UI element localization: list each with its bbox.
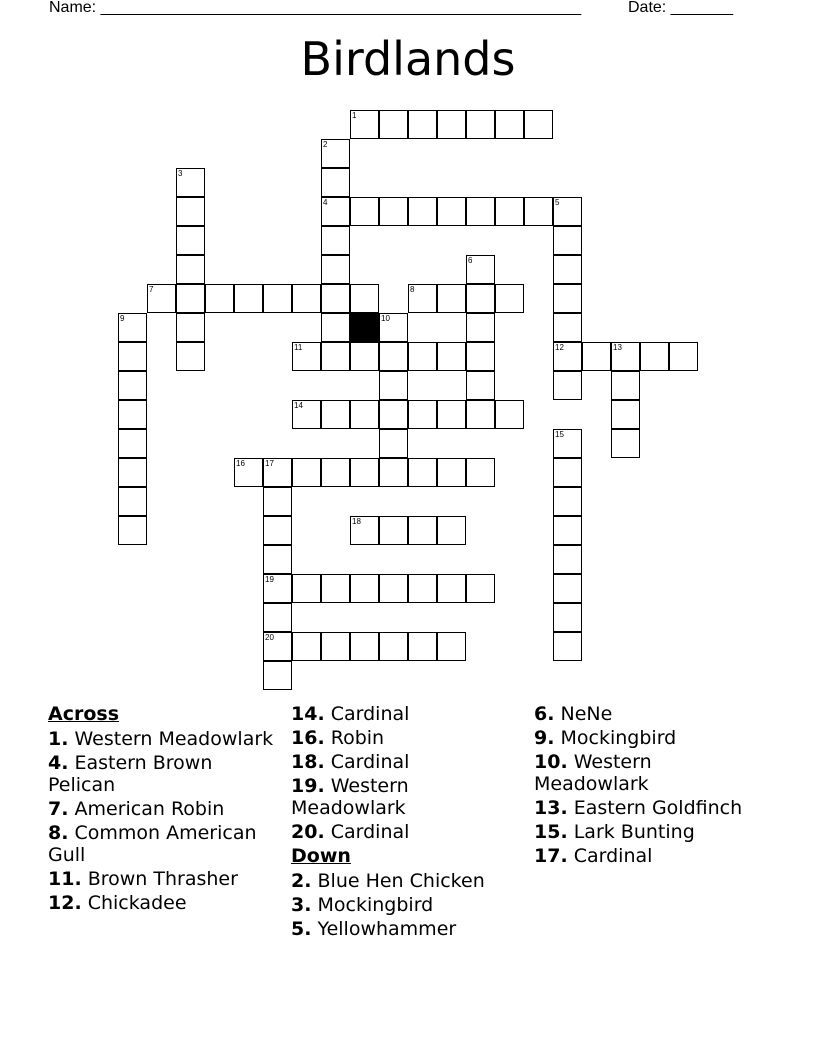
- grid-cell[interactable]: [350, 342, 379, 371]
- grid-cell[interactable]: [495, 197, 524, 226]
- grid-cell[interactable]: [292, 342, 321, 371]
- grid-cell[interactable]: [263, 284, 292, 313]
- grid-cell[interactable]: [553, 487, 582, 516]
- grid-cell[interactable]: [263, 632, 292, 661]
- date-field-label: Date: _______: [628, 0, 733, 16]
- grid-cell[interactable]: [437, 342, 466, 371]
- grid-cell[interactable]: [379, 342, 408, 371]
- clue-text: Mockingbird: [560, 727, 677, 749]
- grid-cell[interactable]: [263, 487, 292, 516]
- grid-cell[interactable]: [350, 284, 379, 313]
- down-clue-list: [291, 870, 526, 940]
- clue-text: Robin: [330, 727, 385, 749]
- grid-cell[interactable]: [379, 632, 408, 661]
- clue-number-label: 12.: [48, 892, 82, 914]
- grid-cell[interactable]: [379, 371, 408, 400]
- grid-cell[interactable]: [611, 371, 640, 400]
- grid-cell[interactable]: [466, 400, 495, 429]
- clue-number: 16: [236, 459, 245, 468]
- grid-cell[interactable]: [408, 342, 437, 371]
- grid-cell[interactable]: [263, 458, 292, 487]
- grid-cell[interactable]: [553, 197, 582, 226]
- clue-text: Yellowhammer: [317, 918, 457, 940]
- grid-cell[interactable]: [350, 516, 379, 545]
- grid-cell[interactable]: [292, 458, 321, 487]
- grid-cell[interactable]: [408, 458, 437, 487]
- grid-cell[interactable]: [466, 371, 495, 400]
- grid-cell[interactable]: [292, 632, 321, 661]
- grid-cell[interactable]: [321, 284, 350, 313]
- grid-cell[interactable]: [263, 545, 292, 574]
- clue-column-3: [534, 703, 769, 869]
- clue-text: Mockingbird: [317, 894, 434, 916]
- grid-cell[interactable]: [553, 342, 582, 371]
- clue-text: Lark Bunting: [573, 821, 695, 843]
- grid-cell[interactable]: [379, 574, 408, 603]
- grid-cell[interactable]: [379, 429, 408, 458]
- grid-cell[interactable]: [118, 516, 147, 545]
- clue-text: Western Meadowlark: [291, 775, 409, 819]
- clue-number-label: 8.: [48, 822, 69, 844]
- name-field-label: Name: ______________________________________________________: [49, 0, 582, 16]
- grid-cell[interactable]: [321, 197, 350, 226]
- grid-cell[interactable]: [524, 197, 553, 226]
- clue-column-1: [48, 703, 283, 916]
- clue-number: 19: [265, 575, 274, 584]
- clue-number: 1: [352, 111, 357, 120]
- grid-cell[interactable]: [437, 632, 466, 661]
- clue-item: [291, 727, 526, 749]
- grid-cell[interactable]: [321, 168, 350, 197]
- grid-cell[interactable]: [379, 458, 408, 487]
- clue-item: [534, 703, 769, 725]
- clue-item: [534, 727, 769, 749]
- grid-cell[interactable]: [176, 342, 205, 371]
- clue-number: 5: [555, 198, 560, 207]
- grid-cell[interactable]: [466, 197, 495, 226]
- clue-number: 6: [468, 256, 473, 265]
- grid-cell[interactable]: [379, 197, 408, 226]
- clue-item: [291, 703, 526, 725]
- clue-number-label: 10.: [534, 751, 568, 773]
- grid-cell[interactable]: [524, 110, 553, 139]
- clue-text: Cardinal: [330, 821, 410, 843]
- grid-cell[interactable]: [350, 400, 379, 429]
- grid-cell[interactable]: [263, 516, 292, 545]
- grid-cell[interactable]: [640, 342, 669, 371]
- grid-cell[interactable]: [118, 487, 147, 516]
- grid-cell[interactable]: [379, 110, 408, 139]
- clue-number-label: 5.: [291, 918, 312, 940]
- grid-cell[interactable]: [350, 197, 379, 226]
- clue-item: [534, 821, 769, 843]
- grid-cell[interactable]: [408, 284, 437, 313]
- grid-cell[interactable]: [437, 197, 466, 226]
- grid-cell[interactable]: [118, 429, 147, 458]
- grid-cell[interactable]: [611, 429, 640, 458]
- clue-number: 17: [265, 459, 274, 468]
- clue-number-label: 14.: [291, 703, 325, 725]
- clue-number-label: 13.: [534, 797, 568, 819]
- clue-text: Cardinal: [330, 703, 410, 725]
- grid-cell[interactable]: [408, 110, 437, 139]
- clue-text: Cardinal: [573, 845, 653, 867]
- clue-column-2: [291, 703, 526, 942]
- grid-cell[interactable]: [466, 313, 495, 342]
- clue-number: 15: [555, 430, 564, 439]
- grid-cell[interactable]: [553, 284, 582, 313]
- grid-cell[interactable]: [118, 342, 147, 371]
- grid-cell[interactable]: [234, 284, 263, 313]
- grid-cell[interactable]: [553, 545, 582, 574]
- grid-cell[interactable]: [321, 458, 350, 487]
- clue-number-label: 20.: [291, 821, 325, 843]
- grid-cell[interactable]: [205, 284, 234, 313]
- grid-cell[interactable]: [118, 371, 147, 400]
- grid-cell[interactable]: [437, 284, 466, 313]
- grid-cell[interactable]: [553, 632, 582, 661]
- grid-cell[interactable]: [553, 371, 582, 400]
- clue-text: Western Meadowlark: [534, 751, 652, 795]
- grid-cell[interactable]: [379, 400, 408, 429]
- clue-number-label: 18.: [291, 751, 325, 773]
- clue-number-label: 1.: [48, 728, 69, 750]
- grid-cell[interactable]: [176, 313, 205, 342]
- across-clue-list-continued: [291, 703, 526, 843]
- grid-cell[interactable]: [350, 632, 379, 661]
- grid-cell[interactable]: [234, 458, 263, 487]
- clue-number: 13: [613, 343, 622, 352]
- grid-cell[interactable]: [118, 313, 147, 342]
- grid-cell[interactable]: [379, 313, 408, 342]
- clue-text: Chickadee: [87, 892, 187, 914]
- grid-cell[interactable]: [553, 458, 582, 487]
- clue-number: 3: [178, 169, 183, 178]
- grid-cell[interactable]: [466, 255, 495, 284]
- grid-cell[interactable]: [466, 458, 495, 487]
- grid-cell[interactable]: [350, 574, 379, 603]
- clue-number: 12: [555, 343, 564, 352]
- grid-cell[interactable]: [292, 400, 321, 429]
- clue-text: Cardinal: [330, 751, 410, 773]
- grid-cell[interactable]: [611, 342, 640, 371]
- clue-item: [291, 894, 526, 916]
- grid-cell[interactable]: [437, 516, 466, 545]
- clue-number-label: 3.: [291, 894, 312, 916]
- clue-number-label: 15.: [534, 821, 568, 843]
- clue-number-label: 17.: [534, 845, 568, 867]
- clue-item: [48, 822, 283, 866]
- down-clue-list-continued: [534, 703, 769, 867]
- grid-cell[interactable]: [321, 255, 350, 284]
- clue-text: Eastern Goldfinch: [573, 797, 743, 819]
- clue-item: [48, 868, 283, 890]
- grid-cell[interactable]: [408, 197, 437, 226]
- clue-number-label: 9.: [534, 727, 555, 749]
- clue-text: Common American Gull: [48, 822, 257, 866]
- grid-cell[interactable]: [321, 313, 350, 342]
- grid-cell[interactable]: [466, 574, 495, 603]
- across-clue-list: [48, 728, 283, 914]
- clue-item: [48, 892, 283, 914]
- grid-cell[interactable]: [437, 574, 466, 603]
- clue-item: [534, 845, 769, 867]
- grid-cell[interactable]: [611, 400, 640, 429]
- grid-cell[interactable]: [350, 110, 379, 139]
- grid-cell[interactable]: [263, 574, 292, 603]
- grid-cell[interactable]: [408, 574, 437, 603]
- grid-cell[interactable]: [495, 110, 524, 139]
- clue-number-label: 4.: [48, 752, 69, 774]
- clue-number: 7: [149, 285, 154, 294]
- grid-cell[interactable]: [553, 603, 582, 632]
- grid-cell[interactable]: [292, 574, 321, 603]
- clue-number: 4: [323, 198, 328, 207]
- grid-cell[interactable]: [379, 516, 408, 545]
- grid-cell[interactable]: [147, 284, 176, 313]
- clue-item: [48, 798, 283, 820]
- grid-cell[interactable]: [292, 284, 321, 313]
- grid-cell[interactable]: [263, 661, 292, 690]
- grid-cell[interactable]: [495, 400, 524, 429]
- across-heading: Across: [48, 703, 120, 725]
- grid-cell[interactable]: [553, 255, 582, 284]
- clue-number: 8: [410, 285, 415, 294]
- grid-cell[interactable]: [176, 197, 205, 226]
- blocked-cell: [350, 313, 379, 342]
- grid-cell[interactable]: [553, 429, 582, 458]
- clue-text: Blue Hen Chicken: [317, 870, 485, 892]
- clue-number-label: 19.: [291, 775, 325, 797]
- clue-number-label: 6.: [534, 703, 555, 725]
- clue-number-label: 7.: [48, 798, 69, 820]
- grid-cell[interactable]: [321, 342, 350, 371]
- grid-cell[interactable]: [408, 400, 437, 429]
- grid-cell[interactable]: [263, 603, 292, 632]
- clue-item: [291, 751, 526, 773]
- grid-cell[interactable]: [321, 400, 350, 429]
- grid-cell[interactable]: [408, 632, 437, 661]
- grid-cell[interactable]: [118, 400, 147, 429]
- clue-number-label: 11.: [48, 868, 82, 890]
- grid-cell[interactable]: [176, 284, 205, 313]
- clue-number: 10: [381, 314, 390, 323]
- clue-text: Eastern Brown Pelican: [48, 752, 213, 796]
- grid-cell[interactable]: [553, 226, 582, 255]
- clue-text: NeNe: [560, 703, 613, 725]
- clue-number: 14: [294, 401, 303, 410]
- grid-cell[interactable]: [553, 516, 582, 545]
- clue-number: 2: [323, 140, 328, 149]
- grid-cell[interactable]: [553, 574, 582, 603]
- grid-cell[interactable]: [553, 313, 582, 342]
- grid-cell[interactable]: [321, 139, 350, 168]
- clue-item: [48, 728, 283, 750]
- grid-cell[interactable]: [437, 110, 466, 139]
- grid-cell[interactable]: [176, 168, 205, 197]
- grid-cell[interactable]: [466, 284, 495, 313]
- clue-number: 20: [265, 633, 274, 642]
- clue-number: 18: [352, 517, 361, 526]
- clue-number-label: 2.: [291, 870, 312, 892]
- grid-cell[interactable]: [582, 342, 611, 371]
- down-heading: Down: [291, 845, 351, 867]
- clue-item: [48, 752, 283, 796]
- clue-item: [291, 918, 526, 940]
- clue-text: American Robin: [74, 798, 225, 820]
- grid-cell[interactable]: [408, 516, 437, 545]
- clue-number: 9: [120, 314, 125, 323]
- grid-cell[interactable]: [437, 458, 466, 487]
- grid-cell[interactable]: [321, 226, 350, 255]
- clue-item: [291, 870, 526, 892]
- grid-cell[interactable]: [466, 342, 495, 371]
- grid-cell[interactable]: [350, 458, 379, 487]
- grid-cell[interactable]: [321, 574, 350, 603]
- grid-cell[interactable]: [321, 632, 350, 661]
- clue-number-label: 16.: [291, 727, 325, 749]
- clue-item: [291, 821, 526, 843]
- clue-item: [291, 775, 526, 819]
- clue-number: 11: [294, 343, 303, 352]
- grid-cell[interactable]: [118, 458, 147, 487]
- grid-cell[interactable]: [176, 255, 205, 284]
- clue-item: [534, 751, 769, 795]
- clue-item: [534, 797, 769, 819]
- puzzle-title: Birdlands: [300, 32, 516, 86]
- grid-cell[interactable]: [495, 284, 524, 313]
- grid-cell[interactable]: [176, 226, 205, 255]
- clue-text: Western Meadowlark: [74, 728, 274, 750]
- grid-cell[interactable]: [669, 342, 698, 371]
- grid-cell[interactable]: [437, 400, 466, 429]
- clue-text: Brown Thrasher: [87, 868, 238, 890]
- grid-cell[interactable]: [466, 110, 495, 139]
